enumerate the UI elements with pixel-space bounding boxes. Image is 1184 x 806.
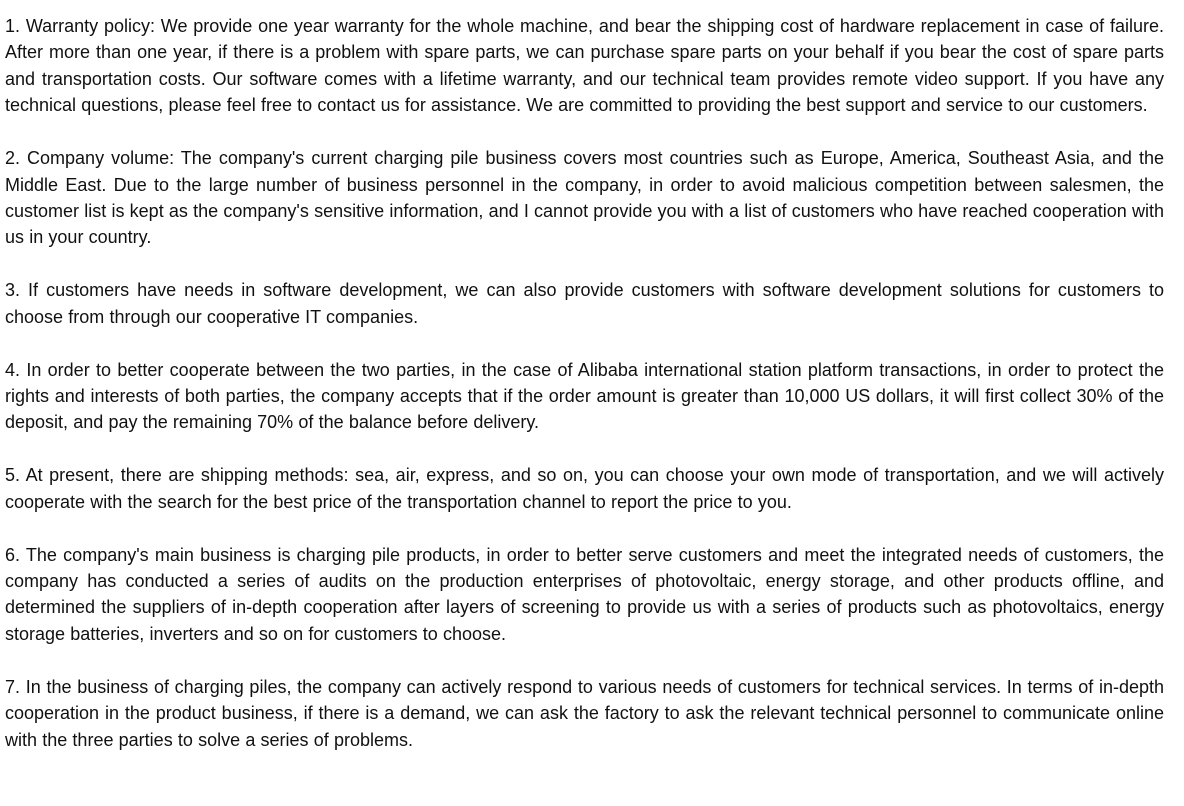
- paragraph-warranty-policy: 1. Warranty policy: We provide one year warranty for the whole machine, and bear the shipping cost of hardware replacement in case of failure. After more than one year, if there is a problem with spare parts, we can purchase spare parts on your behalf if you bear the cost of spare parts and transportation costs. Our software comes with a lifetime warranty, and our technical team provides remote video support. If you have any technical questions, please feel free to contact us for assistance. We are committed to providing the best support and service to our customers.: [5, 16, 1164, 116]
- paragraph-payment-terms: 4. In order to better cooperate between the two parties, in the case of Alibaba international station platform transactions, in order to protect the rights and interests of both parties, the company accepts that if the order amount is greater than 10,000 US dollars, it will first collect 30% of the deposit, and pay the remaining 70% of the balance before delivery.: [5, 359, 1164, 433]
- paragraph-main-business: 6. The company's main business is charging pile products, in order to better serve customers and meet the integrated needs of customers, the company has conducted a series of audits on the production enterprises of photovoltaic, energy storage, and other products offline, and determined the suppliers of in-depth cooperation after layers of screening to provide us with a series of products such as photovoltaics, energy storage batteries, inverters and so on for customers to choose.: [5, 544, 1164, 644]
- paragraph-shipping-methods: 5. At present, there are shipping methods: sea, air, express, and so on, you can choose your own mode of transportation, and we will actively cooperate with the search for the best price of the transportation channel to report the price to you.: [5, 465, 1164, 512]
- paragraph-software-development: 3. If customers have needs in software development, we can also provide customers with software development solutions for customers to choose from through our cooperative IT companies.: [5, 280, 1164, 327]
- paragraph-technical-services: 7. In the business of charging piles, the company can actively respond to various needs of customers for technical services. In terms of in-depth cooperation in the product business, if there is a demand, we can ask the factory to ask the relevant technical personnel to communicate online with the three parties to solve a series of problems.: [5, 676, 1164, 750]
- paragraph-company-volume: 2. Company volume: The company's current charging pile business covers most countries such as Europe, America, Southeast Asia, and the Middle East. Due to the large number of business personnel in the company, in order to avoid malicious competition between salesmen, the customer list is kept as the company's sensitive information, and I cannot provide you with a list of customers who have reached cooperation with us in your country.: [5, 148, 1164, 248]
